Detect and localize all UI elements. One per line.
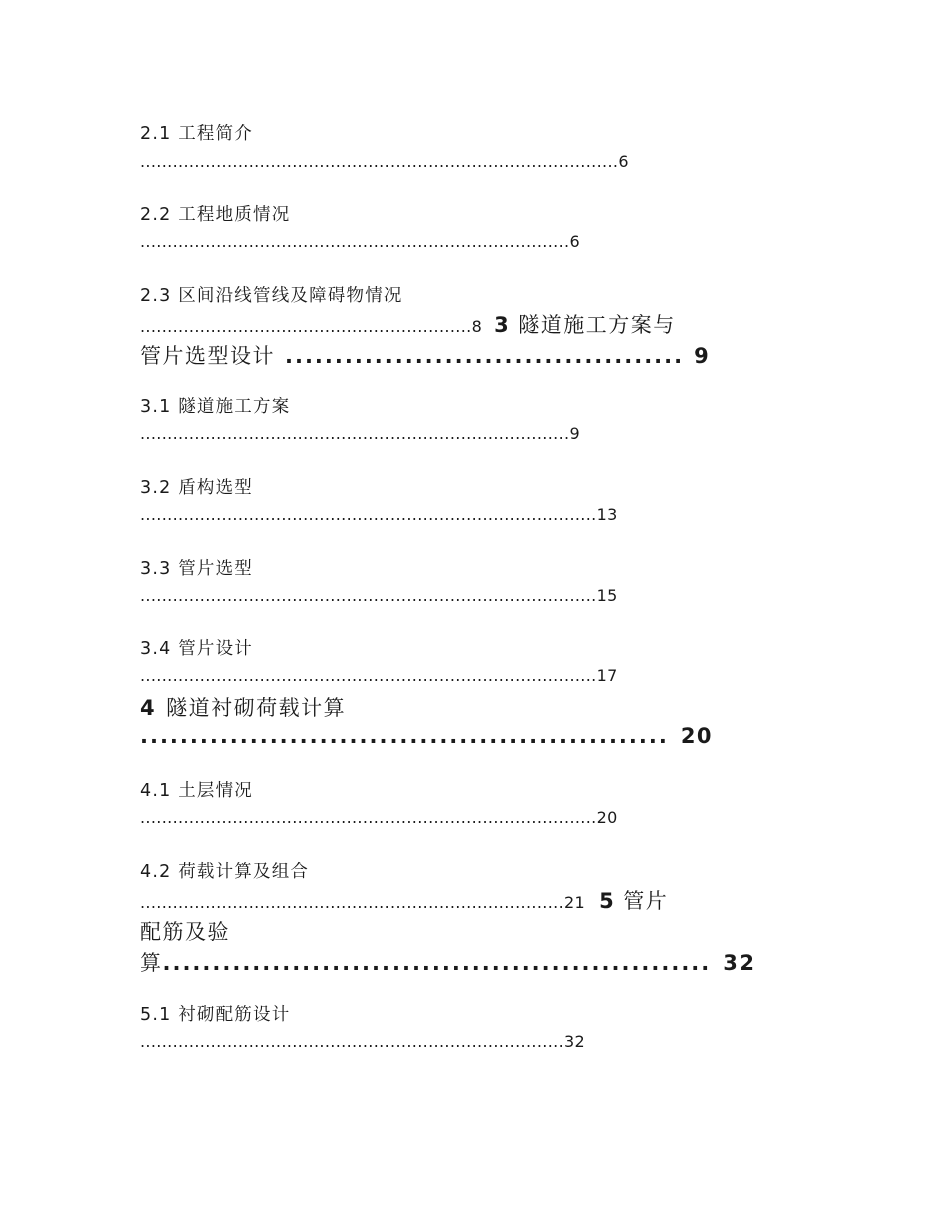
- toc-entry-4-1-title[interactable]: 4.1 土层情况: [140, 781, 253, 801]
- page-number: 15: [596, 586, 618, 605]
- leader-dots: ........................................: [285, 344, 685, 368]
- page-number: 20: [680, 724, 714, 748]
- toc-entry-2-1-title[interactable]: 2.1 工程简介: [140, 124, 253, 144]
- toc-entry-5-1-title[interactable]: 5.1 衬砌配筋设计: [140, 1005, 291, 1025]
- chapter-3-title-part1[interactable]: 隧道施工方案与: [518, 313, 676, 337]
- toc-entry-2-2-title[interactable]: 2.2 工程地质情况: [140, 205, 291, 225]
- page-number: 13: [596, 505, 618, 524]
- page-number: 9: [569, 424, 580, 443]
- page-number: 32: [564, 1032, 586, 1051]
- leader-dots: .......................................................: [162, 951, 712, 975]
- chapter-5-title-part3[interactable]: 算: [140, 951, 163, 975]
- chapter-5-number[interactable]: 5: [599, 889, 616, 913]
- leader-dots: ..............................................................................: [140, 893, 565, 912]
- chapter-3-number[interactable]: 3: [494, 313, 511, 337]
- toc-entry-2-1-leader: [140, 152, 629, 171]
- leader-dots: ....................................................................................: [140, 808, 597, 827]
- toc-entry-4-2-leader: [140, 885, 668, 915]
- chapter-4-number[interactable]: 4: [140, 696, 157, 720]
- page-number: 6: [569, 232, 580, 251]
- chapter-4-title[interactable]: 隧道衬砌荷载计算: [166, 696, 347, 720]
- toc-chapter-4-title[interactable]: [140, 692, 346, 722]
- toc-entry-4-2-title[interactable]: 4.2 荷载计算及组合: [140, 862, 310, 882]
- page-number: 21: [564, 893, 586, 912]
- toc-entry-3-4-title[interactable]: 3.4 管片设计: [140, 639, 253, 659]
- page-number: 9: [694, 344, 711, 368]
- toc-entry-2-3-title[interactable]: 2.3 区间沿线管线及障碍物情况: [140, 286, 403, 306]
- chapter-5-title-part2[interactable]: 配筋及验: [140, 920, 230, 944]
- toc-entry-3-3-title[interactable]: 3.3 管片选型: [140, 559, 253, 579]
- toc-chapter-4-leader: [140, 724, 713, 748]
- leader-dots: ..............................................................................: [140, 1032, 565, 1051]
- leader-dots: ....................................................................................: [140, 586, 597, 605]
- toc-entry-5-1-leader: [140, 1032, 585, 1051]
- page-number: 32: [723, 951, 756, 975]
- toc-entry-3-3-leader: [140, 586, 618, 605]
- page-number: 8: [471, 317, 483, 336]
- leader-dots: .....................................................: [140, 724, 669, 748]
- leader-dots: ...............................................................................: [140, 232, 570, 251]
- toc-entry-3-2-title[interactable]: 3.2 盾构选型: [140, 478, 253, 498]
- leader-dots: ....................................................................................: [140, 666, 597, 685]
- toc-chapter-3-line: [140, 340, 710, 370]
- toc-entry-2-2-leader: [140, 232, 580, 251]
- toc-entry-2-3-leader: [140, 309, 676, 339]
- chapter-3-title-part2[interactable]: 管片选型设计: [140, 344, 275, 368]
- leader-dots: ........................................................................................: [140, 152, 619, 171]
- page-number: 6: [618, 152, 629, 171]
- page-number: 20: [596, 808, 618, 827]
- page-number: 17: [596, 666, 618, 685]
- leader-dots: ....................................................................................: [140, 505, 597, 524]
- toc-entry-3-1-leader: [140, 424, 580, 443]
- toc-entry-3-2-leader: [140, 505, 618, 524]
- leader-dots: .............................................................: [140, 317, 472, 336]
- leader-dots: ...............................................................................: [140, 424, 570, 443]
- chapter-5-title-part1[interactable]: 管片: [623, 889, 669, 913]
- toc-entry-3-1-title[interactable]: 3.1 隧道施工方案: [140, 397, 291, 417]
- toc-entry-3-4-leader: [140, 666, 618, 685]
- toc-entry-4-1-leader: [140, 808, 618, 827]
- toc-chapter-5-leader: [140, 947, 756, 977]
